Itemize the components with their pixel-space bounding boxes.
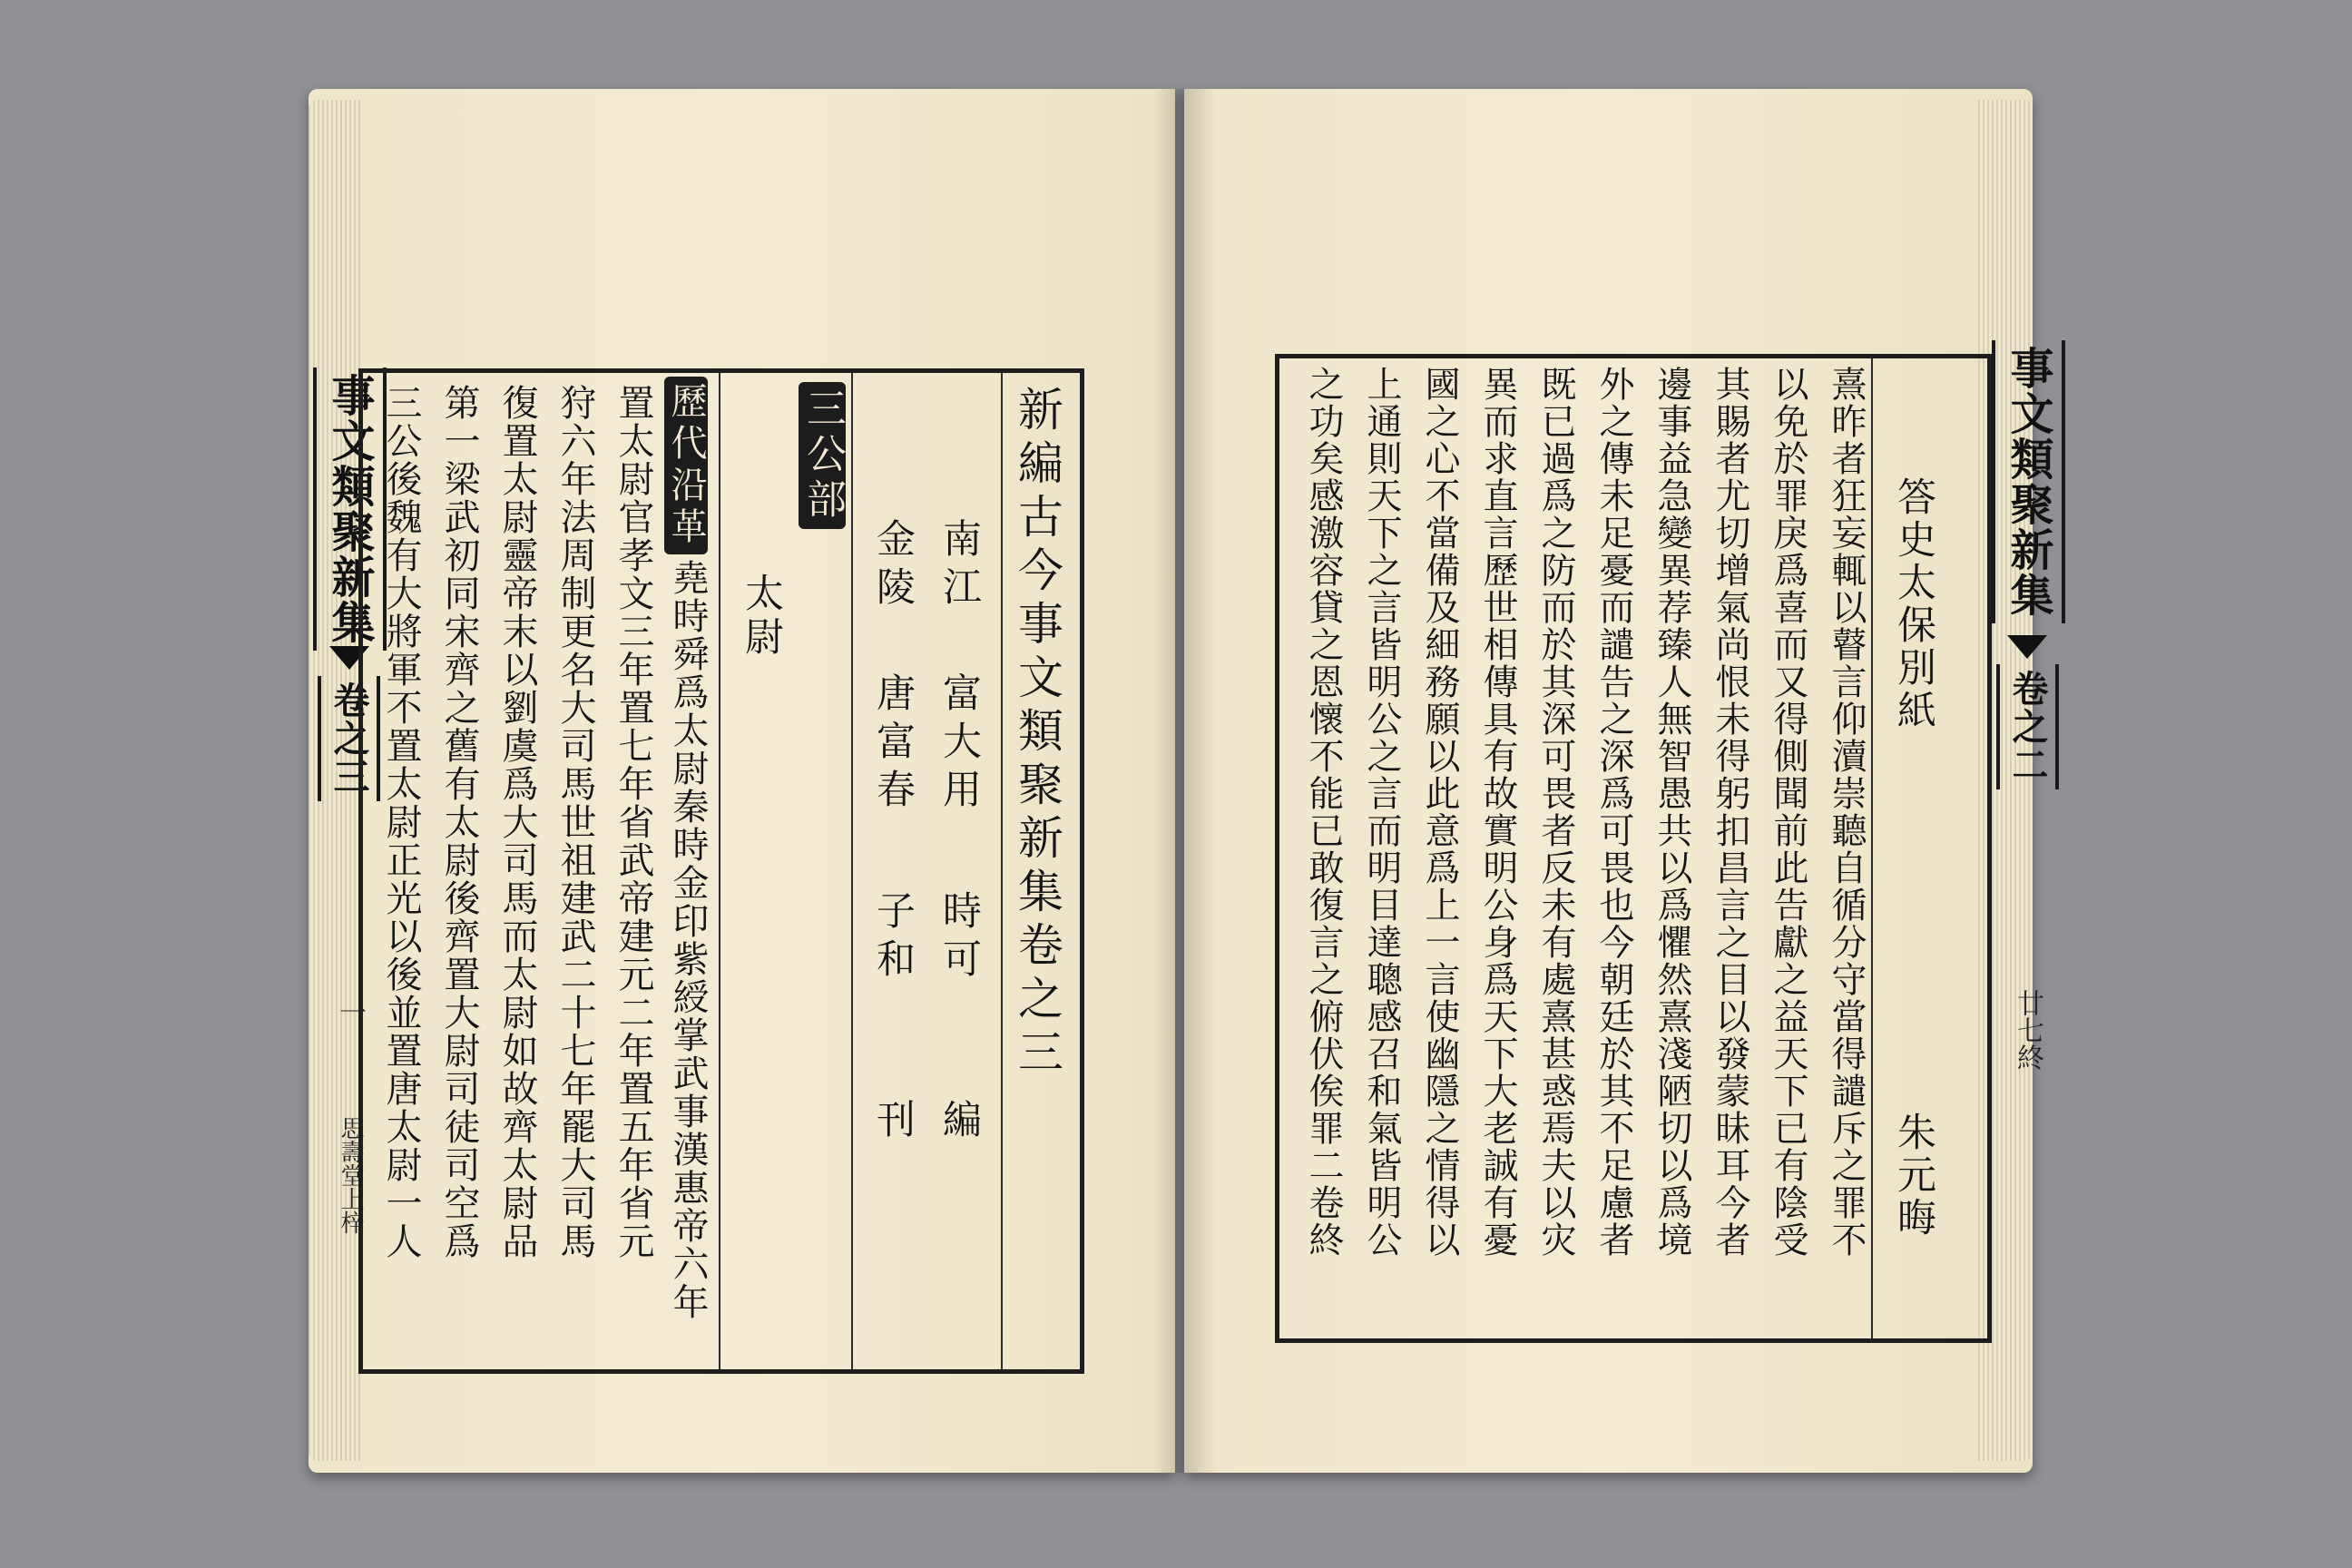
- left-margin-publisher: 思壽堂上梓: [337, 1116, 364, 1234]
- letter-header: 答史太保別紙: [1891, 476, 1936, 732]
- text-column-3: 狩六年法周制更名大司馬世祖建武二十七年罷大司馬: [554, 384, 596, 1260]
- left-margin-folio: 一: [334, 998, 366, 1025]
- letter-author: 朱元晦: [1891, 1112, 1936, 1240]
- letter-column-8: 國之心不當備及細務願以此意爲上一言使幽隱之情得以: [1419, 366, 1460, 1259]
- letter-column-6: 既已過爲之防而於其深可畏者反未有處熹甚惑焉夫以灾: [1535, 366, 1576, 1259]
- right-fishtail-mark: [2007, 635, 2047, 659]
- header-rule: [1871, 358, 1873, 1338]
- letter-column-4: 邊事益急變異荐臻人無智愚共以爲懼然熹淺陋切以爲境: [1651, 366, 1692, 1259]
- title-rule: [1001, 373, 1003, 1369]
- text-column-1: 堯時舜爲太尉秦時金印紫綬掌武事漢惠帝六年: [667, 559, 709, 1321]
- letter-column-1: 熹昨者狂妄輒以瞽言仰瀆崇聽自循分守當得譴斥之罪不: [1826, 366, 1867, 1259]
- letter-column-10: 之功矣感激容貸之恩懷不能已敢復言之俯伏俟罪二卷終: [1303, 366, 1344, 1259]
- printer-place: 金陵: [870, 518, 916, 614]
- text-column-2: 置太尉官孝文三年置七年省武帝建元二年置五年省元: [612, 384, 654, 1260]
- left-margin-volume: 卷之三: [318, 676, 380, 801]
- text-column-6: 三公後魏有大將軍不置太尉正光以後並置唐太尉一人: [380, 384, 422, 1260]
- printer-name: 唐富春: [870, 672, 916, 817]
- editor-place: 南江: [936, 518, 982, 614]
- right-margin-volume: 卷之二: [1996, 664, 2059, 789]
- section-rule: [719, 373, 720, 1369]
- letter-column-5: 外之傳未足憂而譴告之深爲可畏也今朝廷於其不足慮者: [1593, 366, 1634, 1259]
- letter-column-3: 其賜者尤切增氣尚恨未得躬扣昌言之目以發蒙昧耳今者: [1710, 366, 1750, 1259]
- subsection-title: 太尉: [739, 573, 784, 660]
- byline-rule: [851, 373, 853, 1369]
- editor-courtesy-name: 時可: [936, 890, 982, 986]
- right-margin-folio: 廿七終: [2012, 989, 2043, 1071]
- letter-column-7: 異而求直言歷世相傳具有故實明公身爲天下大老誠有憂: [1477, 366, 1518, 1259]
- history-heading: 歷代沿革: [664, 377, 708, 554]
- printer-courtesy-name: 子和: [870, 890, 916, 986]
- right-page-frame: [1275, 354, 1992, 1343]
- text-column-4: 復置太尉靈帝末以劉虞爲大司馬而太尉如故齊太尉品: [496, 384, 538, 1260]
- volume-title: 新編古今事文類聚新集卷之三: [1011, 386, 1063, 1082]
- letter-column-2: 以免於罪戾爲喜而又得側聞前此告獻之益天下已有陰受: [1768, 366, 1808, 1259]
- section-title: 三公部: [799, 382, 846, 529]
- left-margin-title: 事文類聚新集: [313, 368, 387, 651]
- printer-action: 刊: [870, 1099, 916, 1147]
- editor-name: 富大用: [936, 672, 982, 817]
- letter-column-9: 上通則天下之言皆明公之言而明目達聰感召和氣皆明公: [1361, 366, 1402, 1259]
- right-margin-title: 事文類聚新集: [1992, 340, 2065, 623]
- book-gutter: [1152, 89, 1216, 1473]
- text-column-5: 第一梁武初同宋齊之舊有太尉後齊置大尉司徒司空爲: [438, 384, 480, 1260]
- editor-action: 編: [936, 1099, 982, 1147]
- left-page-frame: [358, 368, 1084, 1374]
